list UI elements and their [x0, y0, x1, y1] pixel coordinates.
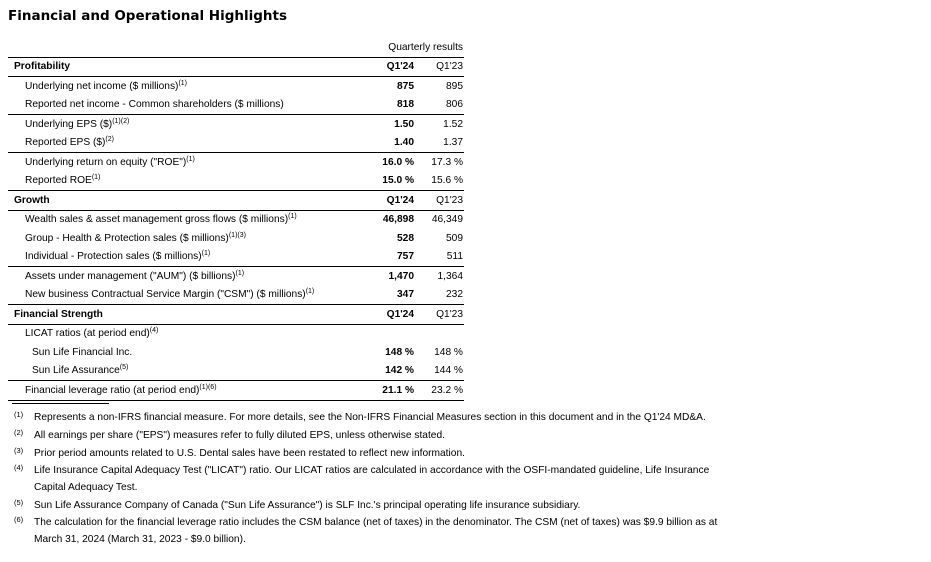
table-row: New business Contractual Service Margin ("CSM") ($ millions)$^{(1)}$ 347 232 [25, 288, 463, 301]
table-row: Sun Life Financial Inc. 148 % 148 % [32, 346, 463, 358]
table-row: Underlying net income ($ millions)$^{(1)}$ 875 895 [8, 77, 464, 96]
table-row: Sun Life Assurance$^{(5)}$ 142 % 144 % [32, 364, 463, 377]
column-header-current: Q1'24 [362, 305, 418, 325]
section-header-financial-strength [8, 305, 464, 325]
section-title: Profitability [8, 57, 362, 77]
highlights-table [8, 38, 464, 401]
column-header-current: Q1'24 [362, 191, 418, 211]
document-title: Financial and Operational Highlights [8, 8, 288, 24]
table-row: Financial leverage ratio (at period end)$^{(1)(6)}$ 21.1 % 23.2 % [8, 381, 464, 401]
section-title: Financial Strength [8, 305, 362, 325]
footnote: (4) Life Insurance Capital Adequacy Test ("LICAT") ratio. Our LICAT ratios are calculated in accordance with the OSFI-mandated guideline, Life Insurance Capital Adequacy Test. [14, 463, 710, 493]
footnote-divider [12, 403, 109, 404]
section-header-profitability [8, 57, 464, 77]
footnote: (1) Represents a non-IFRS financial measure. For more details, see the Non-IFRS Financial Measures section in this document and in the Q1'24 MD&A. [14, 410, 706, 423]
table-row: Reported net income - Common shareholders ($ millions) 818 806 [25, 99, 463, 111]
table-header-row [8, 38, 464, 57]
table-row: Group - Health & Protection sales ($ millions)$^{(1)(3)}$ 528 509 [25, 231, 463, 244]
table-row: Assets under management ("AUM") ($ billions)$^{(1)}$ 1,470 1,364 [8, 267, 464, 286]
footnotes [12, 410, 727, 550]
table-row: LICAT ratios (at period end)$^{(4)}$ [8, 324, 464, 343]
footnote: (3) Prior period amounts related to U.S. Dental sales have been restated to reflect new information. [14, 445, 465, 459]
table-row: Underlying return on equity ("ROE")$^{(1)}$ 16.0 % 17.3 % [8, 153, 464, 172]
column-header-prior: Q1'23 [418, 57, 464, 77]
section-title: Growth [8, 191, 362, 211]
table-row: Reported EPS ($)$^{(2)}$ 1.40 1.37 [25, 136, 463, 149]
table-row: Reported ROE$^{(1)}$ 15.0 % 15.6 % [25, 174, 463, 187]
section-header-growth [8, 191, 464, 211]
table-row: Wealth sales & asset management gross flows ($ millions)$^{(1)}$ 46,898 46,349 [8, 210, 464, 229]
table-row: Underlying EPS ($)$^{(1)(2)}$ 1.50 1.52 [8, 115, 464, 134]
quarterly-results-label: Quarterly results [388, 41, 463, 53]
footnote: (2) All earnings per share ("EPS") measures refer to fully diluted EPS, unless otherwise stated. [14, 427, 445, 441]
footnote: (6) The calculation for the financial leverage ratio includes the CSM balance (net of taxes) in the denominator. The CSM (net of taxes) was $9.9 billion as at March 31, 2024 (March 31, 2023 - $9.0 billion). [14, 515, 718, 545]
footnote: (5) Sun Life Assurance Company of Canada ("Sun Life Assurance") is SLF Inc.'s principal operating life insurance subsidiary. [14, 497, 581, 511]
column-header-prior: Q1'23 [418, 191, 464, 211]
table-row: Individual - Protection sales ($ millions)$^{(1)}$ 757 511 [25, 250, 463, 263]
column-header-prior: Q1'23 [418, 305, 464, 325]
column-header-current: Q1'24 [362, 57, 418, 77]
